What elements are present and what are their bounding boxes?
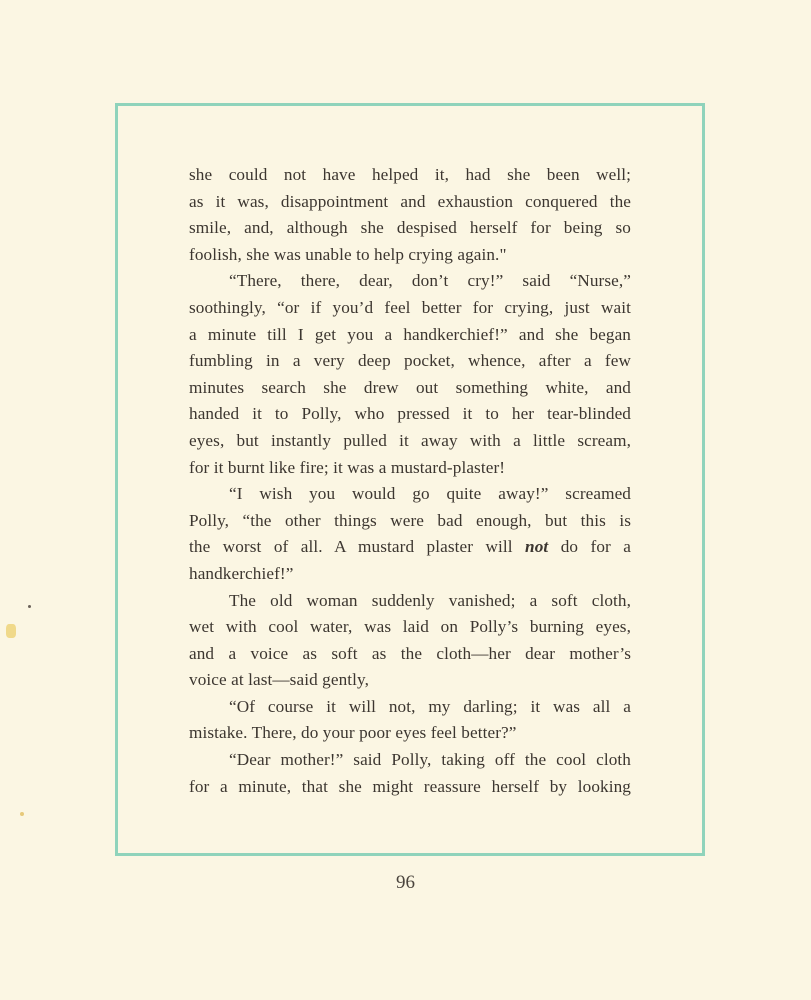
page-number: 96 <box>396 872 415 893</box>
paper-speck <box>20 812 24 816</box>
text-line-24: for a minute, that she might reassure herself by looking <box>189 776 631 796</box>
text-line-1: she could not have helped it, had she been well; <box>189 165 631 184</box>
text-line-16: handkerchief!” <box>189 563 294 583</box>
text-line-18: wet with cool water, was laid on Polly’s burning eyes, <box>189 617 631 637</box>
text-line-14: Polly, “the other things were bad enough, but this is <box>189 510 631 530</box>
text-line-10: handed it to Polly, who pressed it to her tear-blinded <box>189 404 631 424</box>
paper-speck <box>28 605 31 608</box>
body-text <box>189 162 631 800</box>
text-line-19: and a voice as soft as the cloth—her dear mother’s <box>189 643 631 663</box>
paper-speck <box>6 624 16 638</box>
text-line-15 <box>189 534 631 561</box>
text-line-6: soothingly, “or if you’d feel better for crying, just wait <box>189 297 631 317</box>
text-line-3: smile, and, although she despised herself for being so <box>189 218 631 238</box>
text-line-5: “There, there, dear, don’t cry!” said “Nurse,” <box>229 271 631 291</box>
text-line-15-end: do for a <box>560 537 631 557</box>
text-line-12: for it burnt like fire; it was a mustard-plaster! <box>189 457 506 477</box>
text-line-4: foolish, she was unable to help crying again." <box>189 244 507 264</box>
text-line-17: The old woman suddenly vanished; a soft cloth, <box>229 590 631 610</box>
text-line-21: “Of course it will not, my darling; it was all a <box>229 696 631 716</box>
text-line-8: fumbling in a very deep pocket, whence, after a few <box>189 351 631 371</box>
emphasized-word: not <box>525 537 549 557</box>
text-line-20: voice at last—said gently, <box>189 670 369 690</box>
text-line-11: eyes, but instantly pulled it away with a little scream, <box>189 430 631 450</box>
text-line-9: minutes search she drew out something white, and <box>189 377 631 397</box>
text-line-22: mistake. There, do your poor eyes feel better?” <box>189 723 517 743</box>
text-line-7: a minute till I get you a handkerchief!” and she began <box>189 324 631 344</box>
text-line-2: as it was, disappointment and exhaustion conquered the <box>189 191 631 211</box>
text-line-15-start: the worst of all. A mustard plaster will <box>189 537 513 557</box>
text-line-13: “I wish you would go quite away!” screamed <box>229 484 631 504</box>
text-line-23: “Dear mother!” said Polly, taking off the cool cloth <box>229 750 631 770</box>
